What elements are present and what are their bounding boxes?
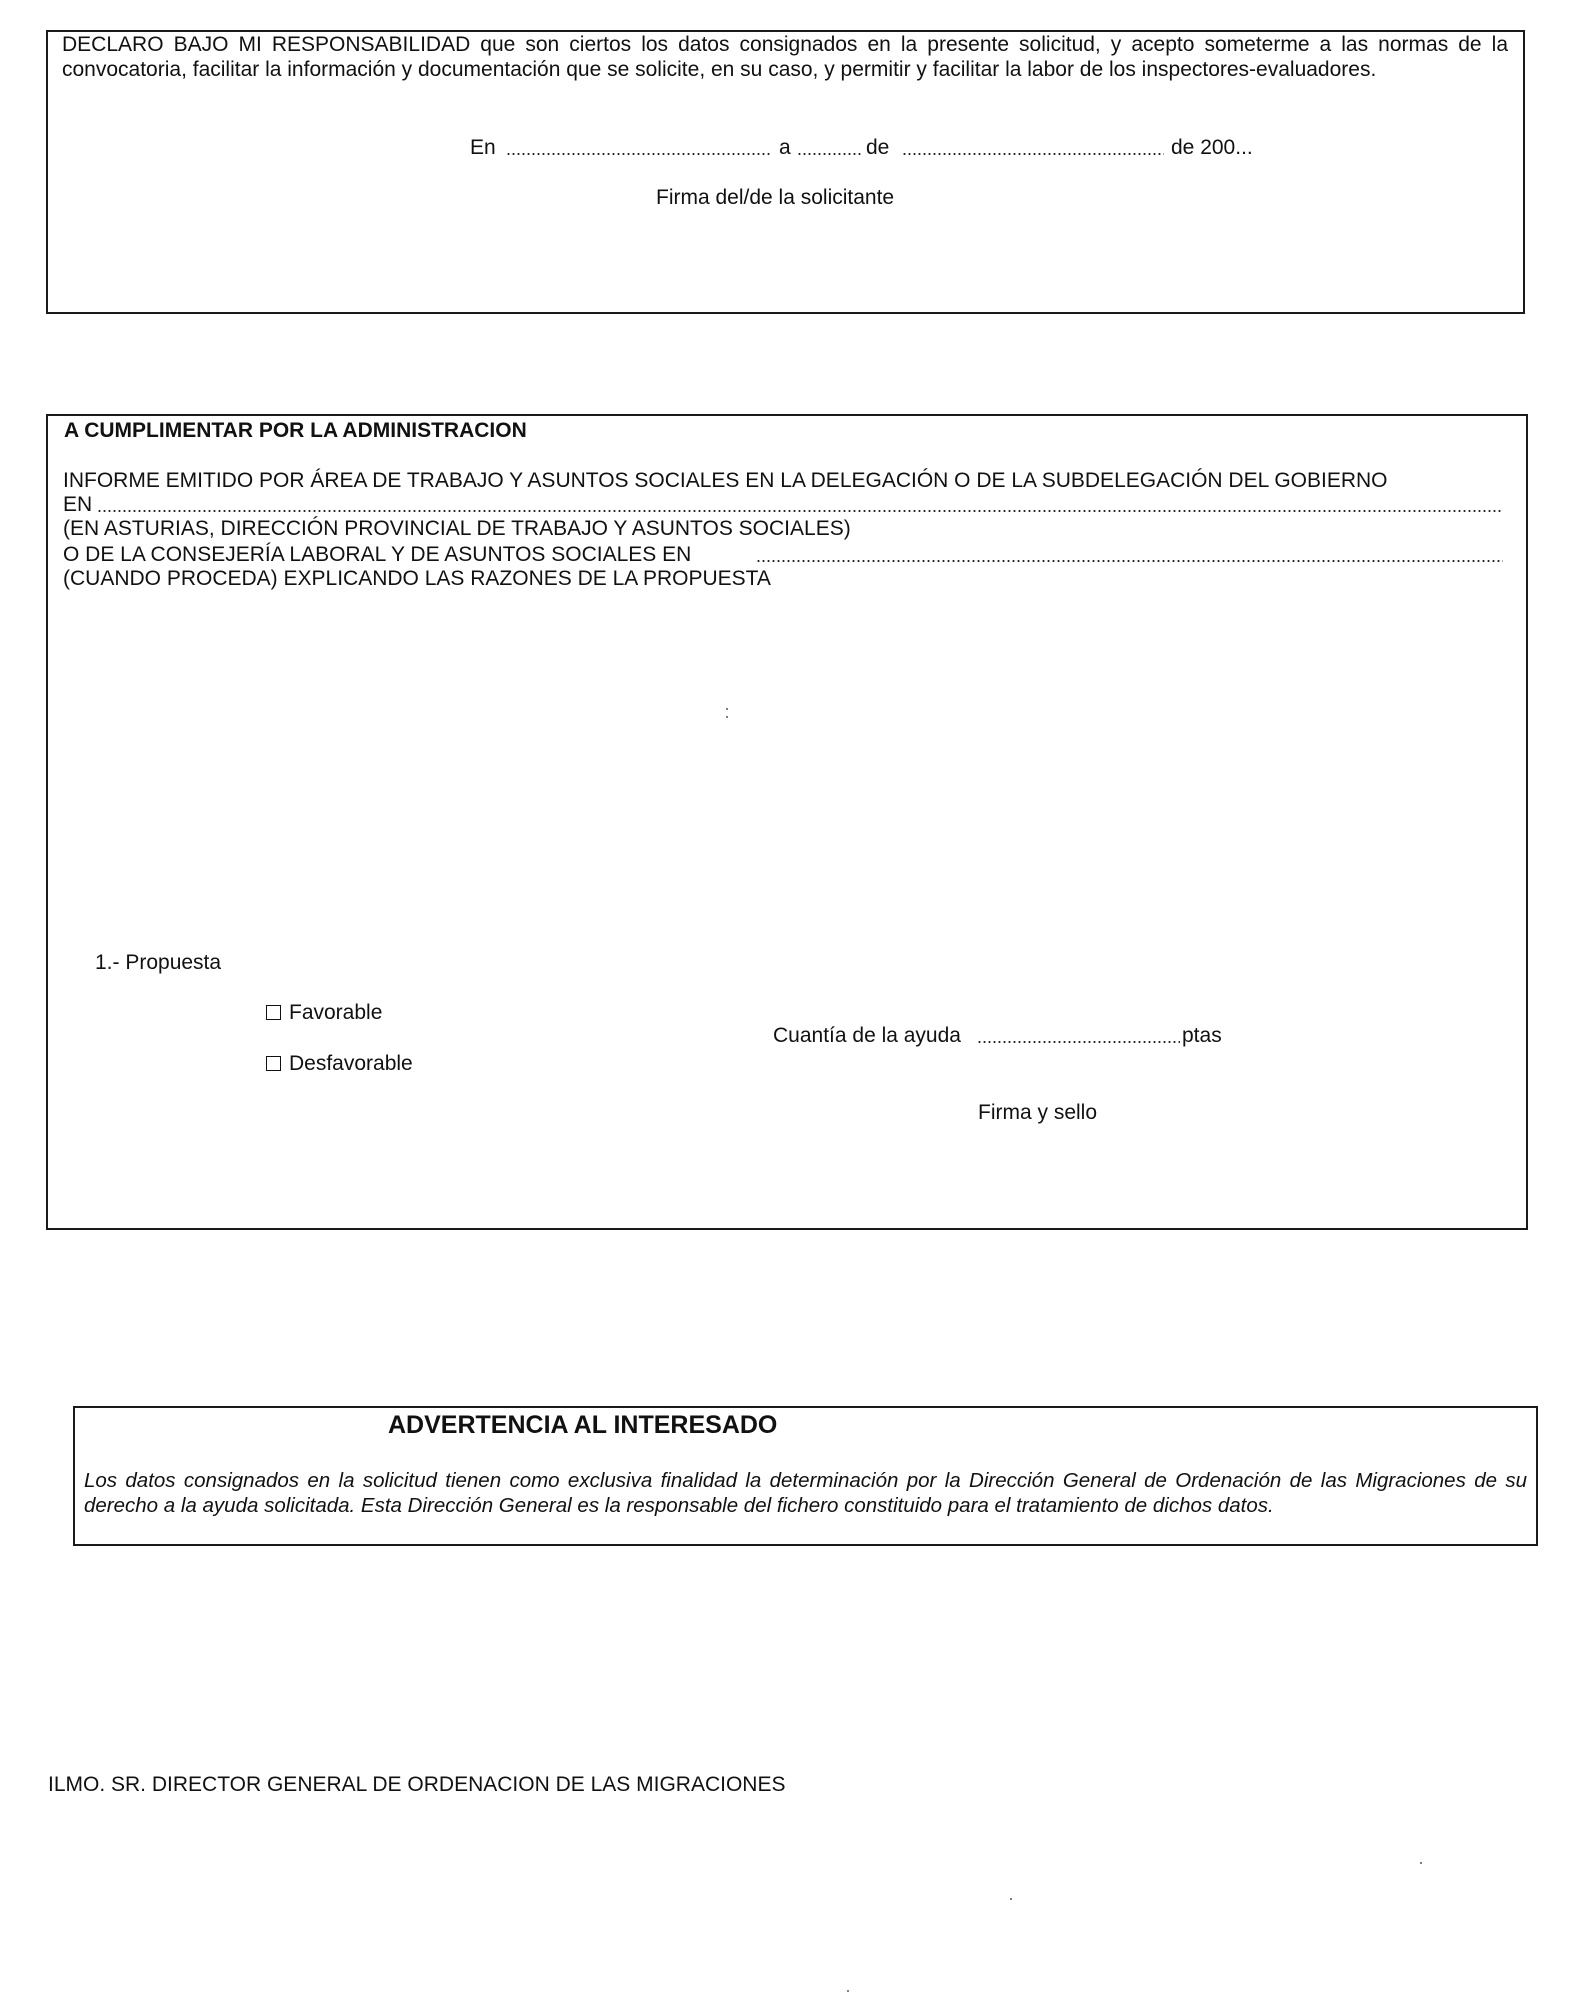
- declaration-text: DECLARO BAJO MI RESPONSABILIDAD que son ciertos los datos consignados en la presente solicitud, y acepto someterme a las normas de la convocatoria, facilitar la información y documentación que se solicite, en su caso, y permitir y facilitar la labor de los inspectores-evaluadores.: [62, 33, 1508, 81]
- option-favorable[interactable]: [266, 1000, 382, 1025]
- warning-title: ADVERTENCIA AL INTERESADO: [388, 1411, 778, 1439]
- report-location-field[interactable]: [97, 510, 1503, 512]
- report-line-4: O DE LA CONSEJERÍA LABORAL Y DE ASUNTOS SOCIALES EN: [63, 543, 692, 566]
- report-line-5: (CUANDO PROCEDA) EXPLICANDO LAS RAZONES DE LA PROPUESTA: [63, 567, 771, 590]
- date-month-field[interactable]: [902, 153, 1164, 155]
- option-unfavorable[interactable]: [266, 1051, 413, 1076]
- amount-field[interactable]: [977, 1041, 1180, 1043]
- unfavorable-checkbox[interactable]: [266, 1056, 281, 1071]
- amount-unit: ptas: [1182, 1024, 1222, 1047]
- amount-label: Cuantía de la ayuda: [773, 1024, 961, 1047]
- stamp-signature-label: Firma y sello: [978, 1101, 1098, 1124]
- date-a-label: a: [779, 136, 791, 159]
- scan-speck: [847, 1990, 849, 1992]
- consejeria-location-field[interactable]: [756, 560, 1503, 562]
- proposal-label: 1.- Propuesta: [95, 951, 222, 974]
- favorable-checkbox[interactable]: [266, 1005, 281, 1020]
- date-year-label: de 200...: [1171, 136, 1253, 159]
- report-line-3: (EN ASTURIAS, DIRECCIÓN PROVINCIAL DE TRABAJO Y ASUNTOS SOCIALES): [63, 517, 851, 540]
- date-en-label: En: [470, 136, 496, 159]
- applicant-signature-label: Firma del/de la solicitante: [656, 186, 895, 209]
- report-line-1: INFORME EMITIDO POR ÁREA DE TRABAJO Y ASUNTOS SOCIALES EN LA DELEGACIÓN O DE LA SUBDELEGACIÓN DEL GOBIERNO: [63, 469, 1388, 492]
- addressee: ILMO. SR. DIRECTOR GENERAL DE ORDENACION DE LAS MIGRACIONES: [48, 1773, 786, 1796]
- favorable-label: Favorable: [289, 1001, 383, 1024]
- scan-speck: [726, 708, 728, 710]
- scan-speck: [1010, 1898, 1012, 1900]
- administration-heading: A CUMPLIMENTAR POR LA ADMINISTRACION: [64, 419, 527, 442]
- date-day-field[interactable]: [797, 153, 863, 155]
- report-line-2: EN: [63, 493, 93, 516]
- warning-text: Los datos consignados en la solicitud tienen como exclusiva finalidad la determinación por la Dirección General de Ordenación de las Migraciones de su derecho a la ayuda solicitada. Esta Dirección General es la responsable del fichero constituido para el tratamiento de dichos datos.: [84, 1469, 1527, 1517]
- date-de-label: de: [866, 136, 890, 159]
- scan-speck: [726, 716, 728, 718]
- date-place-field[interactable]: [506, 153, 772, 155]
- unfavorable-label: Desfavorable: [289, 1052, 413, 1075]
- scan-speck: [1420, 1862, 1422, 1864]
